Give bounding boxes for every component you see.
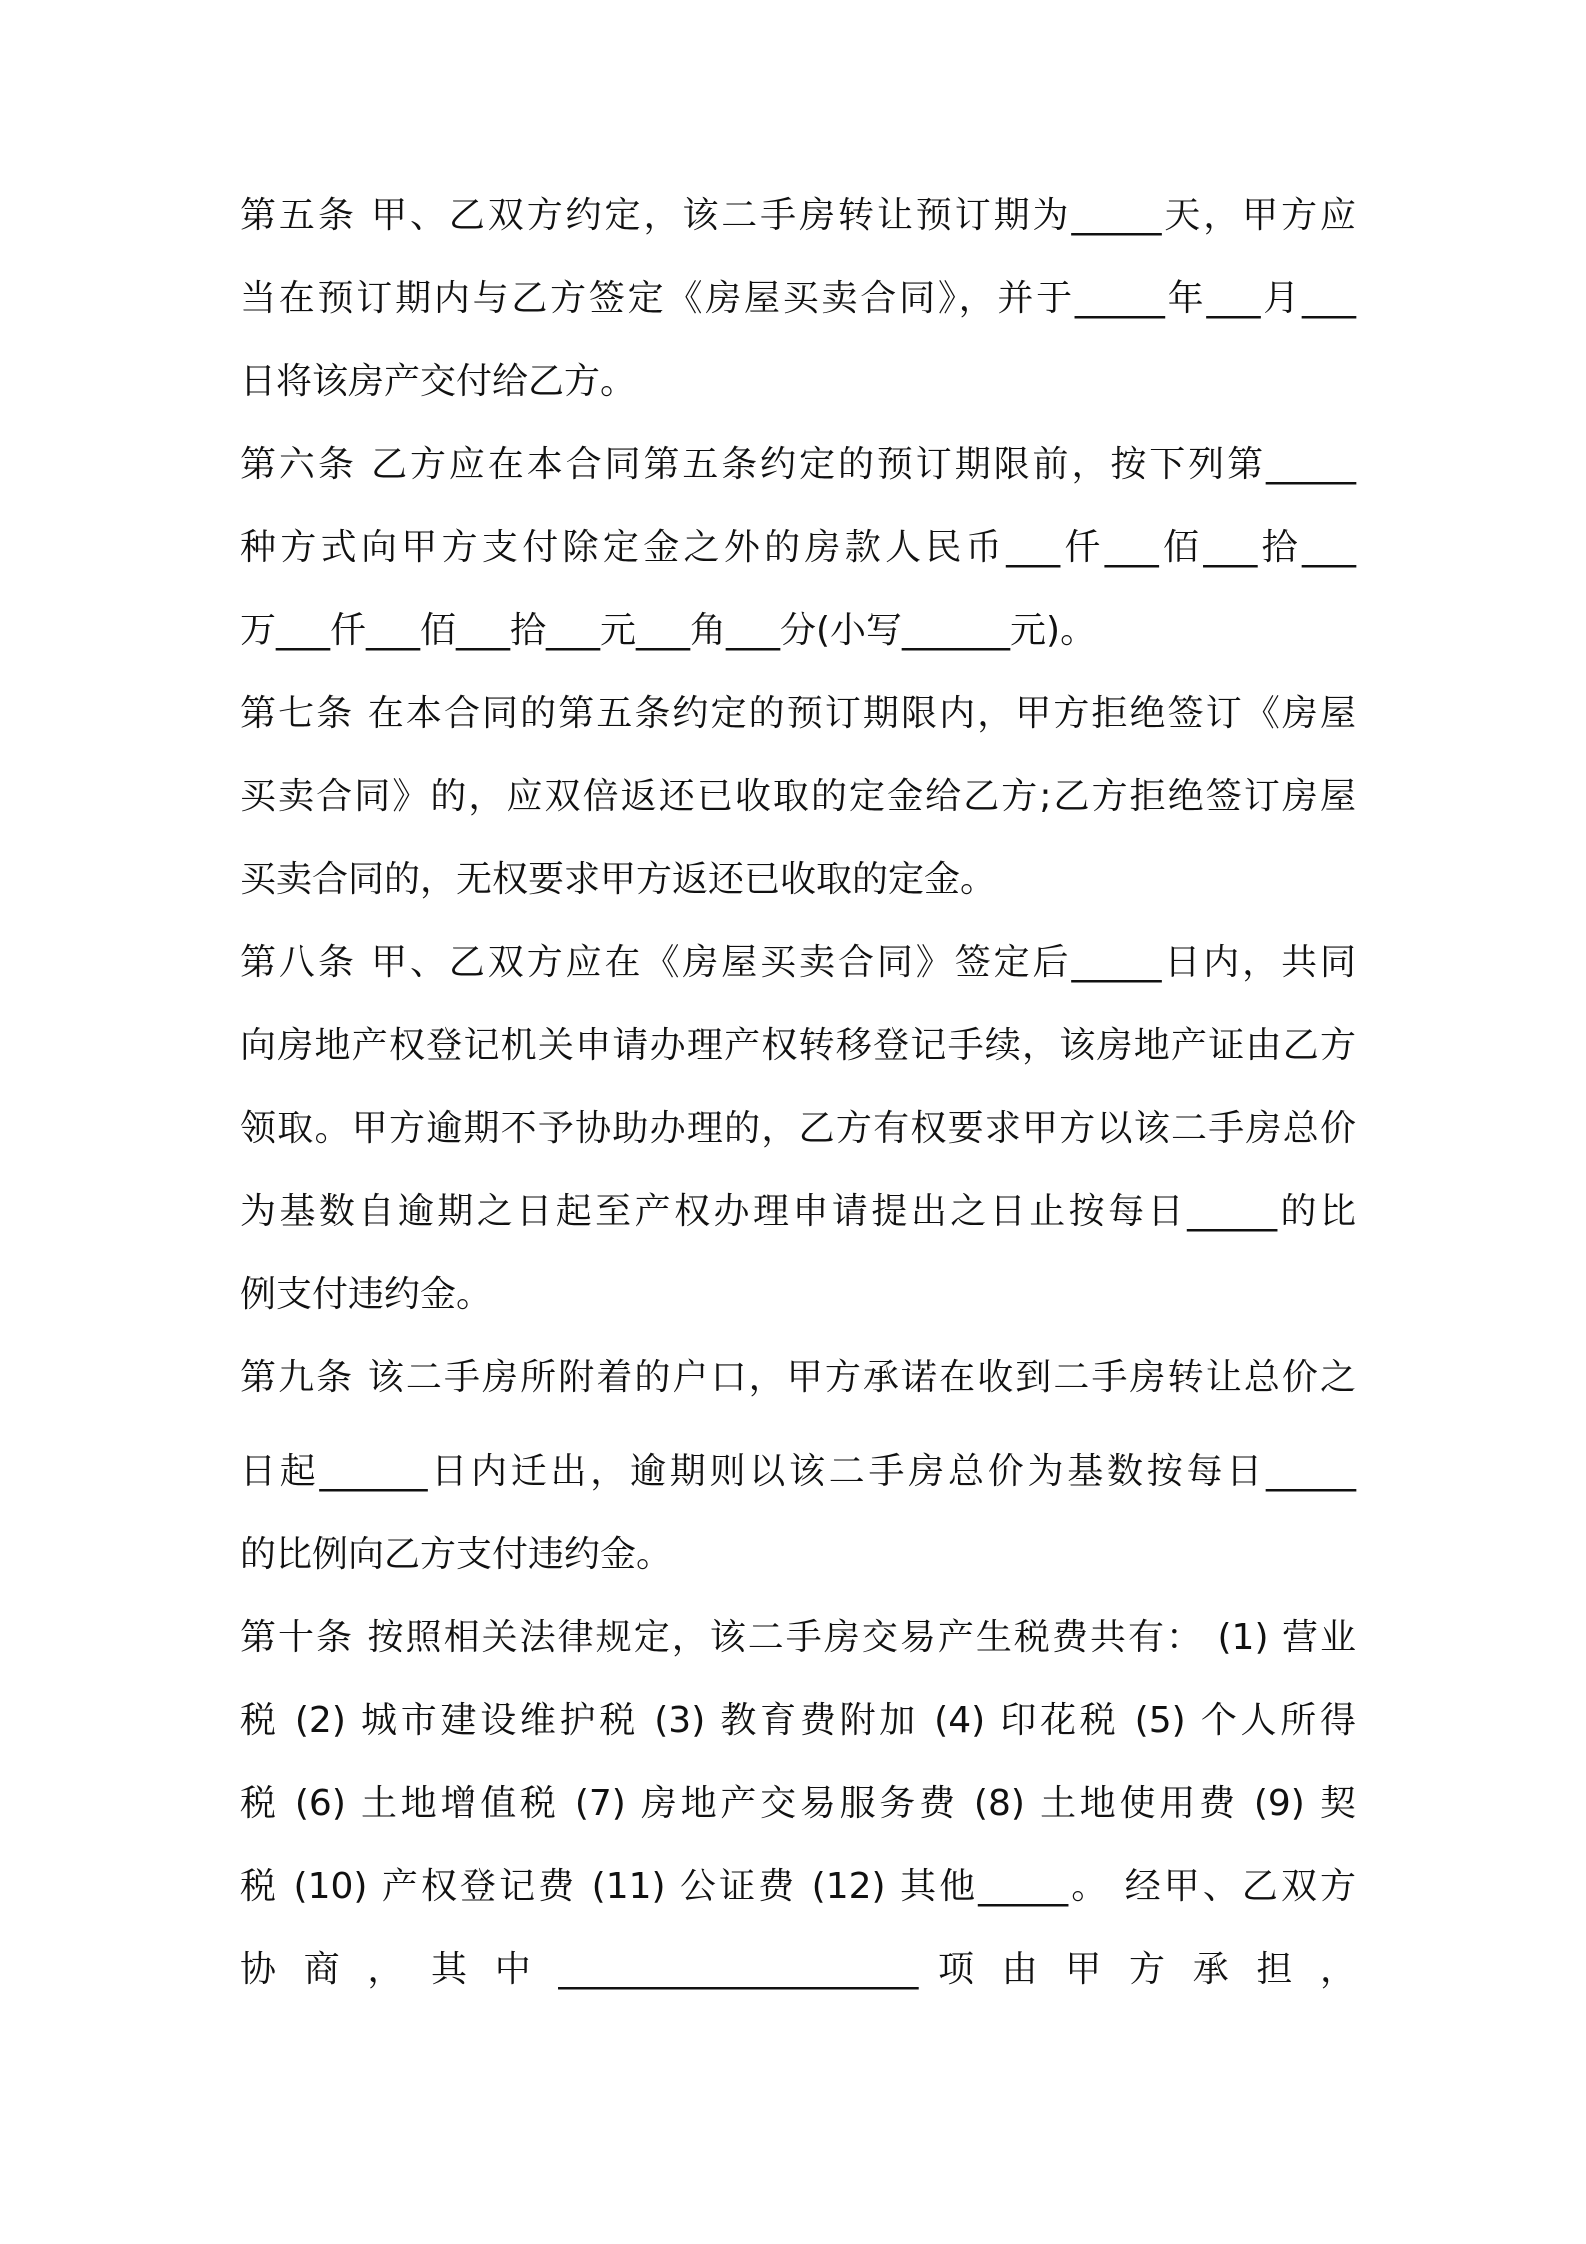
contract-text [240,196,1356,1990]
article-7-line-2: 买卖合同》的，应双倍返还已收取的定金给乙方;乙方拒绝签订房屋 [240,776,1356,817]
article-5-line-3: 日将该房产交付给乙方。 [240,361,637,402]
article-10-line-2: 税 (2) 城市建设维护税 (3) 教育费附加 (4) 印花税 (5) 个人所得 [240,1700,1356,1741]
article-5-line-2: 当在预订期内与乙方签定《房屋买卖合同》，并于_____年___月___ [240,278,1356,319]
article-9-line-1: 第九条 该二手房所附着的户口，甲方承诺在收到二手房转让总价之 [240,1357,1356,1398]
article-10-line-5: 协 商 ， 其 中 ____________________ 项 由 甲 方 承 担 ， [240,1949,1356,1990]
article-10-line-3: 税 (6) 土地增值税 (7) 房地产交易服务费 (8) 土地使用费 (9) 契 [240,1783,1356,1824]
article-7-line-3: 买卖合同的，无权要求甲方返还已收取的定金。 [240,859,997,900]
article-8-line-4: 为基数自逾期之日起至产权办理申请提出之日止按每日_____的比 [240,1191,1356,1232]
article-6-line-3: 万___仟___佰___拾___元___角___分(小写______元)。 [240,610,1097,651]
article-9-line-3: 的比例向乙方支付违约金。 [240,1534,673,1575]
article-10-line-1: 第十条 按照相关法律规定，该二手房交易产生税费共有： (1) 营业 [240,1617,1356,1658]
article-10-line-4: 税 (10) 产权登记费 (11) 公证费 (12) 其他_____。 经甲、乙双方 [240,1866,1356,1907]
article-6-line-1: 第六条 乙方应在本合同第五条约定的预订期限前，按下列第_____ [240,444,1356,485]
article-7-line-1: 第七条 在本合同的第五条约定的预订期限内，甲方拒绝签订《房屋 [240,693,1356,734]
article-8-line-1: 第八条 甲、乙双方应在《房屋买卖合同》签定后_____日内，共同 [240,942,1356,983]
article-9-line-2: 日起______日内迁出，逾期则以该二手房总价为基数按每日_____ [240,1451,1356,1492]
article-8-line-5: 例支付违约金。 [240,1274,493,1315]
article-5-line-1: 第五条 甲、乙双方约定，该二手房转让预订期为_____天，甲方应 [240,195,1356,236]
article-8-line-2: 向房地产权登记机关申请办理产权转移登记手续，该房地产证由乙方 [240,1025,1356,1066]
article-8-line-3: 领取。甲方逾期不予协助办理的，乙方有权要求甲方以该二手房总价 [240,1108,1356,1149]
article-6-line-2: 种方式向甲方支付除定金之外的房款人民币___仟___佰___拾___ [240,527,1356,568]
